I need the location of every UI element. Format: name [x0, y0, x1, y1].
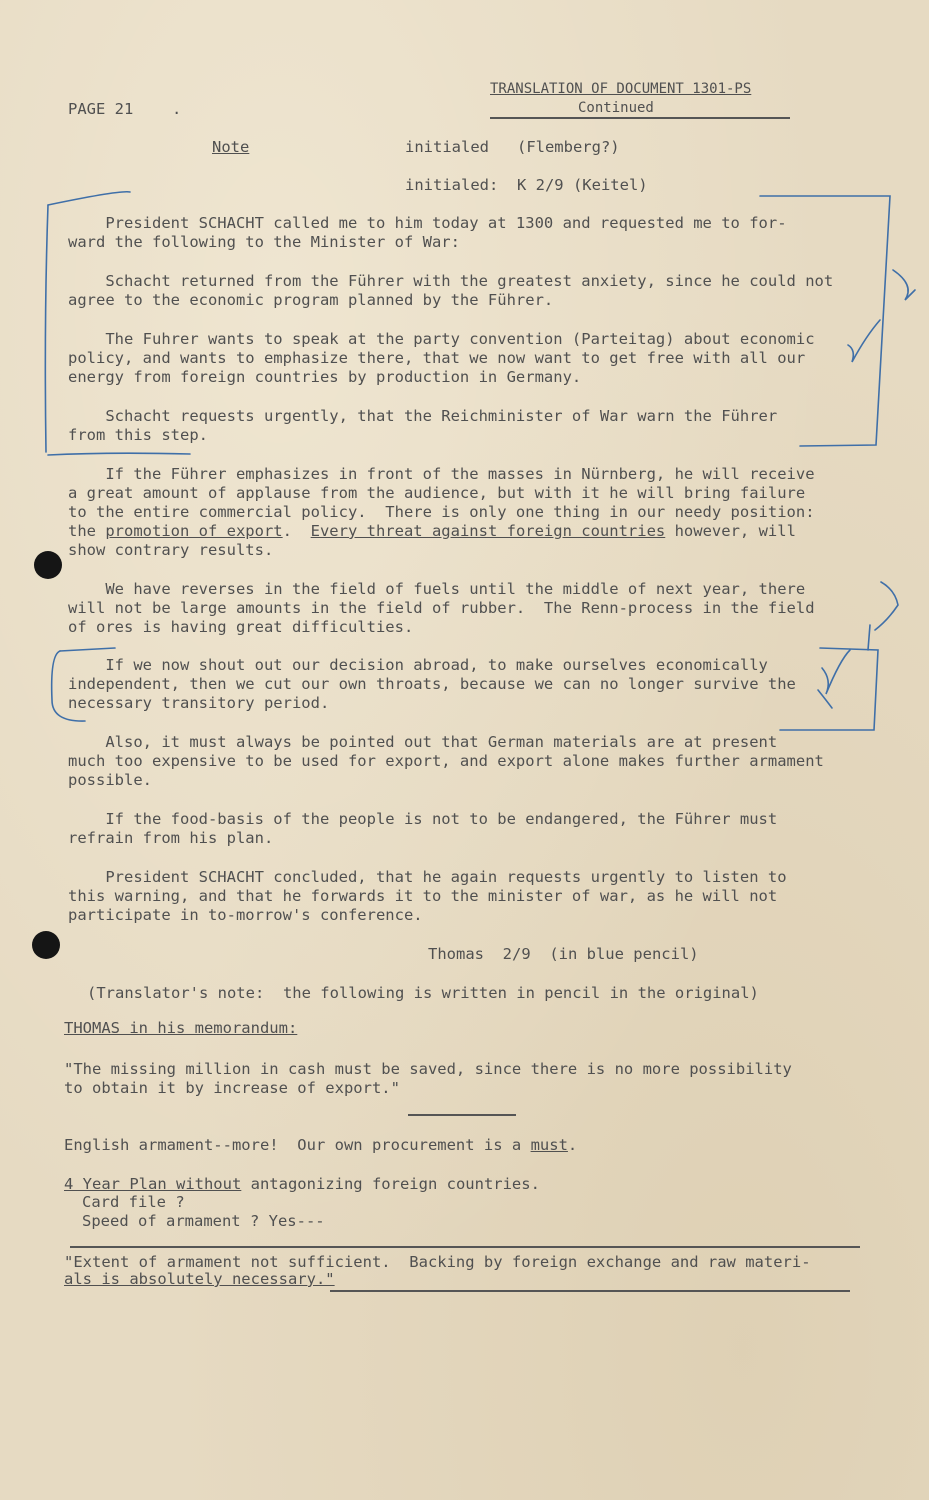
pencil-check	[848, 320, 880, 362]
underlined-phrase: must	[530, 1136, 568, 1154]
body-line: will not be large amounts in the field of rubber. The Renn-process in the field	[68, 599, 815, 617]
underlined-phrase: 4 Year Plan without	[64, 1175, 242, 1193]
initialed-flemberg: initialed (Flemberg?)	[405, 138, 620, 156]
header-dot: .	[172, 100, 182, 118]
body-line: a great amount of applause from the audience, but with it he will bring failure	[68, 484, 806, 502]
body-line: policy, and wants to emphasize there, that we now want to get free with all our	[68, 349, 806, 367]
initialed-keitel: initialed: K 2/9 (Keitel)	[405, 176, 648, 194]
quote-line: "The missing million in cash must be saved, since there is no more possibility	[64, 1060, 792, 1078]
body-line: Also, it must always be pointed out that German materials are at present	[68, 733, 778, 751]
card-file-line: Card file ?	[82, 1193, 185, 1211]
body-text: English armament--more! Our own procurement is a	[64, 1136, 531, 1154]
body-text: .	[282, 522, 311, 540]
body-line: We have reverses in the field of fuels until the middle of next year, there	[68, 580, 806, 598]
speed-line: Speed of armament ? Yes---	[82, 1212, 325, 1230]
translator-note: (Translator's note: the following is written in pencil in the original)	[87, 984, 759, 1002]
body-line: show contrary results.	[68, 541, 274, 559]
body-line: possible.	[68, 771, 152, 789]
pencil-bracket	[760, 196, 890, 446]
page-number: PAGE 21	[68, 100, 134, 118]
body-line: of ores is having great difficulties.	[68, 618, 414, 636]
body-line: If we now shout out our decision abroad, to make ourselves economically	[68, 656, 768, 674]
thomas-signature: Thomas 2/9 (in blue pencil)	[428, 945, 699, 963]
thomas-memorandum-heading: THOMAS in his memorandum:	[64, 1019, 298, 1037]
continued-label: Continued	[578, 100, 654, 116]
pencil-bracket	[45, 205, 48, 452]
body-line: independent, then we cut our own throats, because we can no longer survive the	[68, 675, 796, 693]
underlined-phrase: Every threat against foreign countries	[310, 522, 666, 540]
body-text: the	[68, 522, 106, 540]
pencil-bracket	[60, 648, 115, 651]
final-quote-line: "Extent of armament not sufficient. Backing by foreign exchange and raw materi-	[64, 1253, 811, 1271]
pencil-bracket	[48, 192, 130, 205]
pencil-bracket	[52, 651, 85, 721]
body-line: from this step.	[68, 426, 208, 444]
body-line: energy from foreign countries by production in Germany.	[68, 368, 582, 386]
body-text: however, will	[665, 522, 796, 540]
pencil-bracket	[48, 453, 190, 455]
body-line: participate in to-morrow's conference.	[68, 906, 423, 924]
translation-title: TRANSLATION OF DOCUMENT 1301-PS	[490, 81, 752, 97]
body-line: ward the following to the Minister of War:	[68, 233, 460, 251]
body-line: President SCHACHT concluded, that he again requests urgently to listen to	[68, 868, 787, 886]
pencil-check	[822, 650, 850, 694]
body-text: .	[567, 1136, 578, 1154]
underlined-phrase: promotion of export	[105, 522, 283, 540]
pencil-mark	[868, 625, 870, 650]
body-line: If the food-basis of the people is not to be endangered, the Führer must	[68, 810, 778, 828]
body-line: to the entire commercial policy. There is only one thing in our needy position:	[68, 503, 815, 521]
body-line: The Fuhrer wants to speak at the party convention (Parteitag) about economic	[68, 330, 815, 348]
body-line: refrain from his plan.	[68, 829, 274, 847]
quote-line: to obtain it by increase of export."	[64, 1079, 400, 1097]
body-line: Schacht returned from the Führer with the greatest anxiety, since he could not	[68, 272, 834, 290]
note-label: Note	[212, 138, 250, 156]
pencil-bracket	[780, 648, 878, 730]
final-quote-line: als is absolutely necessary."	[64, 1270, 335, 1288]
body-line: this warning, and that he forwards it to the minister of war, as he will not	[68, 887, 778, 905]
body-line: necessary transitory period.	[68, 694, 330, 712]
pencil-mark	[818, 690, 832, 708]
body-line: President SCHACHT called me to him today at 1300 and requested me to for-	[68, 214, 787, 232]
pencil-check	[893, 270, 915, 300]
body-line: agree to the economic program planned by the Führer.	[68, 291, 554, 309]
body-text: antagonizing foreign countries.	[241, 1175, 540, 1193]
pencil-check	[875, 582, 898, 630]
body-line: much too expensive to be used for export, and export alone makes further armament	[68, 752, 824, 770]
body-line: If the Führer emphasizes in front of the masses in Nürnberg, he will receive	[68, 465, 815, 483]
body-line: Schacht requests urgently, that the Reichminister of War warn the Führer	[68, 407, 778, 425]
